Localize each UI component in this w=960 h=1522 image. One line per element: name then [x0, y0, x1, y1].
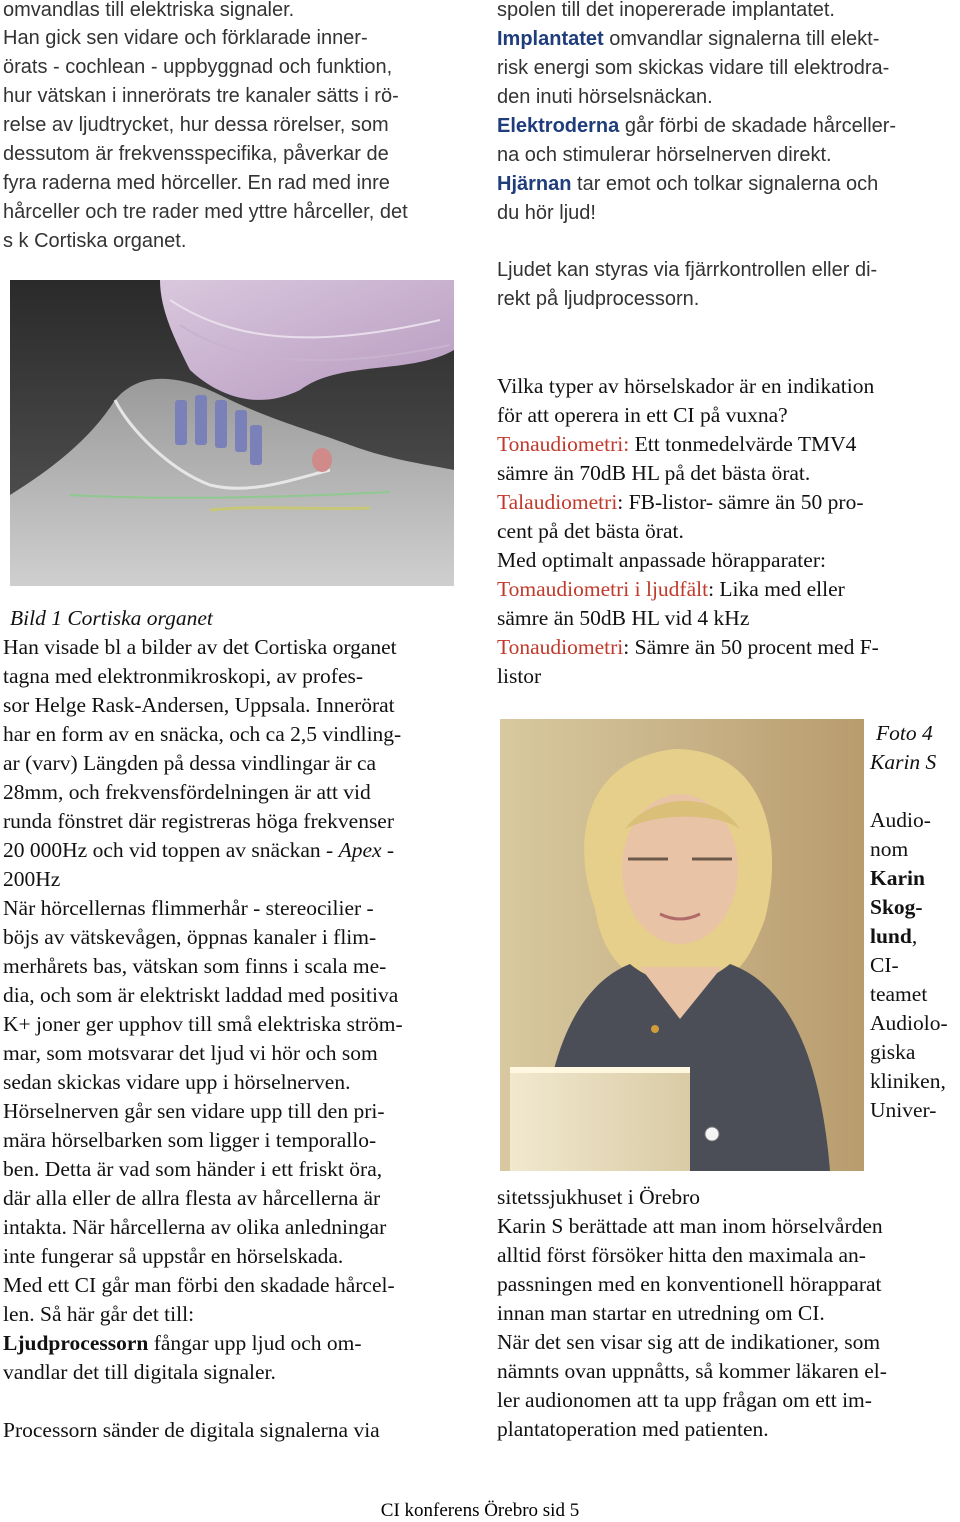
text-line: Processorn sänder de digitala signalerna via	[3, 1418, 380, 1442]
text-line: Hörselnerven går sen vidare upp till den pri-	[3, 1099, 385, 1123]
text-line: Han gick sen vidare och förklarade inner-	[3, 27, 368, 49]
text-line: Implantatet omvandlar signalerna till elekt-	[497, 28, 880, 50]
portrait-illustration	[500, 719, 864, 1171]
text-line: K+ joner ger upphov till små elektriska ström-	[3, 1012, 403, 1036]
text-line: Audio-	[870, 808, 931, 832]
text-line: 20 000Hz och vid toppen av snäckan - Apex -	[3, 838, 395, 862]
text-line: cent på det bästa örat.	[497, 519, 684, 543]
text-line: Talaudiometri: FB-listor- sämre än 50 pro-	[497, 490, 864, 514]
text-line: Karin	[870, 866, 925, 890]
text-line: intakta. När hårcellerna av olika anledningar	[3, 1215, 387, 1239]
text-line: relse av ljudtrycket, hur dessa rörelser, som	[3, 114, 389, 136]
text-line: Skog-	[870, 895, 923, 919]
text-line: runda fönstret där registreras höga frekvenser	[3, 809, 395, 833]
text-line: CI-	[870, 953, 899, 977]
text-line: Univer-	[870, 1098, 937, 1122]
text-line: Vilka typer av hörselskador är en indikation	[497, 374, 875, 398]
text-line: vandlar det till digitala signaler.	[3, 1360, 276, 1384]
term-tonaudiometri: Tonaudiometri:	[497, 432, 630, 456]
text-line: När det sen visar sig att de indikationer, som	[497, 1330, 881, 1354]
portrait-photo-karin	[500, 719, 864, 1171]
text-line: spolen till det inopererade implantatet.	[497, 0, 835, 21]
text-line: tagna med elektronmikroskopi, av profes-	[3, 664, 364, 688]
term-hjarnan: Hjärnan	[497, 173, 572, 195]
image-caption: Bild 1 Cortiska organet	[10, 606, 213, 630]
term-tomaudiometri-ljudfalt: Tomaudiometri i ljudfält	[497, 577, 709, 601]
text-line: innan man startar en utredning om CI.	[497, 1301, 825, 1325]
text-line: giska	[870, 1040, 916, 1064]
text-line: nom	[870, 837, 909, 861]
text-line: rekt på ljudprocessorn.	[497, 288, 700, 310]
term-implantatet: Implantatet	[497, 28, 604, 50]
text-line: plantatoperation med patienten.	[497, 1417, 769, 1441]
text-line: Ljudprocessorn fångar upp ljud och om-	[3, 1331, 362, 1355]
text-line: nämnts ovan uppnåtts, så kommer läkaren el-	[497, 1359, 887, 1383]
cortiska-organet-micrograph	[10, 280, 454, 586]
text-line: Tonaudiometri: Ett tonmedelvärde TMV4	[497, 432, 857, 456]
text-line: passningen med en konventionell hörapparat	[497, 1272, 882, 1296]
text-line: teamet	[870, 982, 928, 1006]
text-line: sitetssjukhuset i Örebro	[497, 1185, 701, 1209]
text-line: Elektroderna går förbi de skadade hårceller-	[497, 115, 897, 137]
text-line: mar, som motsvarar det ljud vi hör och som	[3, 1041, 378, 1065]
text-line: 28mm, och frekvensfördelningen är att vid	[3, 780, 371, 804]
photo-credit-name: Karin S	[870, 750, 937, 774]
text-line: hur vätskan i innerörats tre kanaler sätts i rö-	[3, 85, 399, 107]
text-line: risk energi som skickas vidare till elektrodra-	[497, 57, 890, 79]
term-tonaudiometri-2: Tonaudiometri	[497, 635, 624, 659]
text-line: mära hörselbarken som ligger i temporallo-	[3, 1128, 377, 1152]
text-line: När hörcellernas flimmerhår - stereocilier -	[3, 896, 374, 920]
text-line: hårceller och tre rader med yttre hårceller, det	[3, 201, 408, 223]
text-line: den inuti hörselsnäckan.	[497, 86, 713, 108]
text-line: sämre än 70dB HL på det bästa örat.	[497, 461, 811, 485]
text-line: ar (varv) Längden på dessa vindlingar är ca	[3, 751, 377, 775]
text-line: dessutom är frekvensspecifika, påverkar de	[3, 143, 389, 165]
text-line: Med ett CI går man förbi den skadade hårcel-	[3, 1273, 395, 1297]
text-line: inte fungerar så uppstår en hörselskada.	[3, 1244, 344, 1268]
term-apex: Apex	[338, 838, 382, 862]
text-line: örats - cochlean - uppbyggnad och funktion,	[3, 56, 393, 78]
text-line: Hjärnan tar emot och tolkar signalerna och	[497, 173, 879, 195]
page-footer: CI konferens Örebro sid 5	[380, 1500, 580, 1521]
text-line: du hör ljud!	[497, 202, 596, 224]
text-line: sämre än 50dB HL vid 4 kHz	[497, 606, 750, 630]
text-line: dia, och som är elektriskt laddad med positiva	[3, 983, 399, 1007]
text-line: böjs av vätskevågen, öppnas kanaler i flim-	[3, 925, 377, 949]
text-line: s k Cortiska organet.	[3, 230, 187, 252]
text-line: listor	[497, 664, 542, 688]
text-line: har en form av en snäcka, och ca 2,5 vindling-	[3, 722, 402, 746]
text-line: Karin S berättade att man inom hörselvården	[497, 1214, 883, 1238]
text-line: 200Hz	[3, 867, 61, 891]
text-line: fyra raderna med hörceller. En rad med inre	[3, 172, 390, 194]
text-line: omvandlas till elektriska signaler.	[3, 0, 295, 21]
text-line: na och stimulerar hörselnerven direkt.	[497, 144, 832, 166]
text-line: sedan skickas vidare upp i hörselnerven.	[3, 1070, 351, 1094]
text-line: där alla eller de allra flesta av hårcellerna är	[3, 1186, 381, 1210]
term-ljudprocessorn: Ljudprocessorn	[3, 1331, 149, 1355]
text-line: Audiolo-	[870, 1011, 948, 1035]
text-line: Med optimalt anpassade hörapparater:	[497, 548, 826, 572]
text-line: kliniken,	[870, 1069, 946, 1093]
text-line: Tonaudiometri: Sämre än 50 procent med F-	[497, 635, 879, 659]
micrograph-illustration	[10, 280, 454, 586]
text-line: för att operera in ett CI på vuxna?	[497, 403, 788, 427]
photo-credit: Foto 4	[876, 721, 933, 745]
text-line: lund,	[870, 924, 918, 948]
text-line: ler audionomen att ta upp frågan om ett im-	[497, 1388, 872, 1412]
text-line: Tomaudiometri i ljudfält: Lika med eller	[497, 577, 845, 601]
text-line: alltid först försöker hitta den maximala an-	[497, 1243, 866, 1267]
text-line: Han visade bl a bilder av det Cortiska organet	[3, 635, 397, 659]
text-line: merhårets bas, vätskan som finns i scala me-	[3, 954, 387, 978]
term-elektroderna: Elektroderna	[497, 115, 620, 137]
text-line: Ljudet kan styras via fjärrkontrollen eller di-	[497, 259, 878, 281]
text-line: ben. Detta är vad som händer i ett friskt öra,	[3, 1157, 383, 1181]
text-line: sor Helge Rask-Andersen, Uppsala. Innerörat	[3, 693, 395, 717]
text-line: len. Så här går det till:	[3, 1302, 195, 1326]
term-talaudiometri: Talaudiometri	[497, 490, 618, 514]
